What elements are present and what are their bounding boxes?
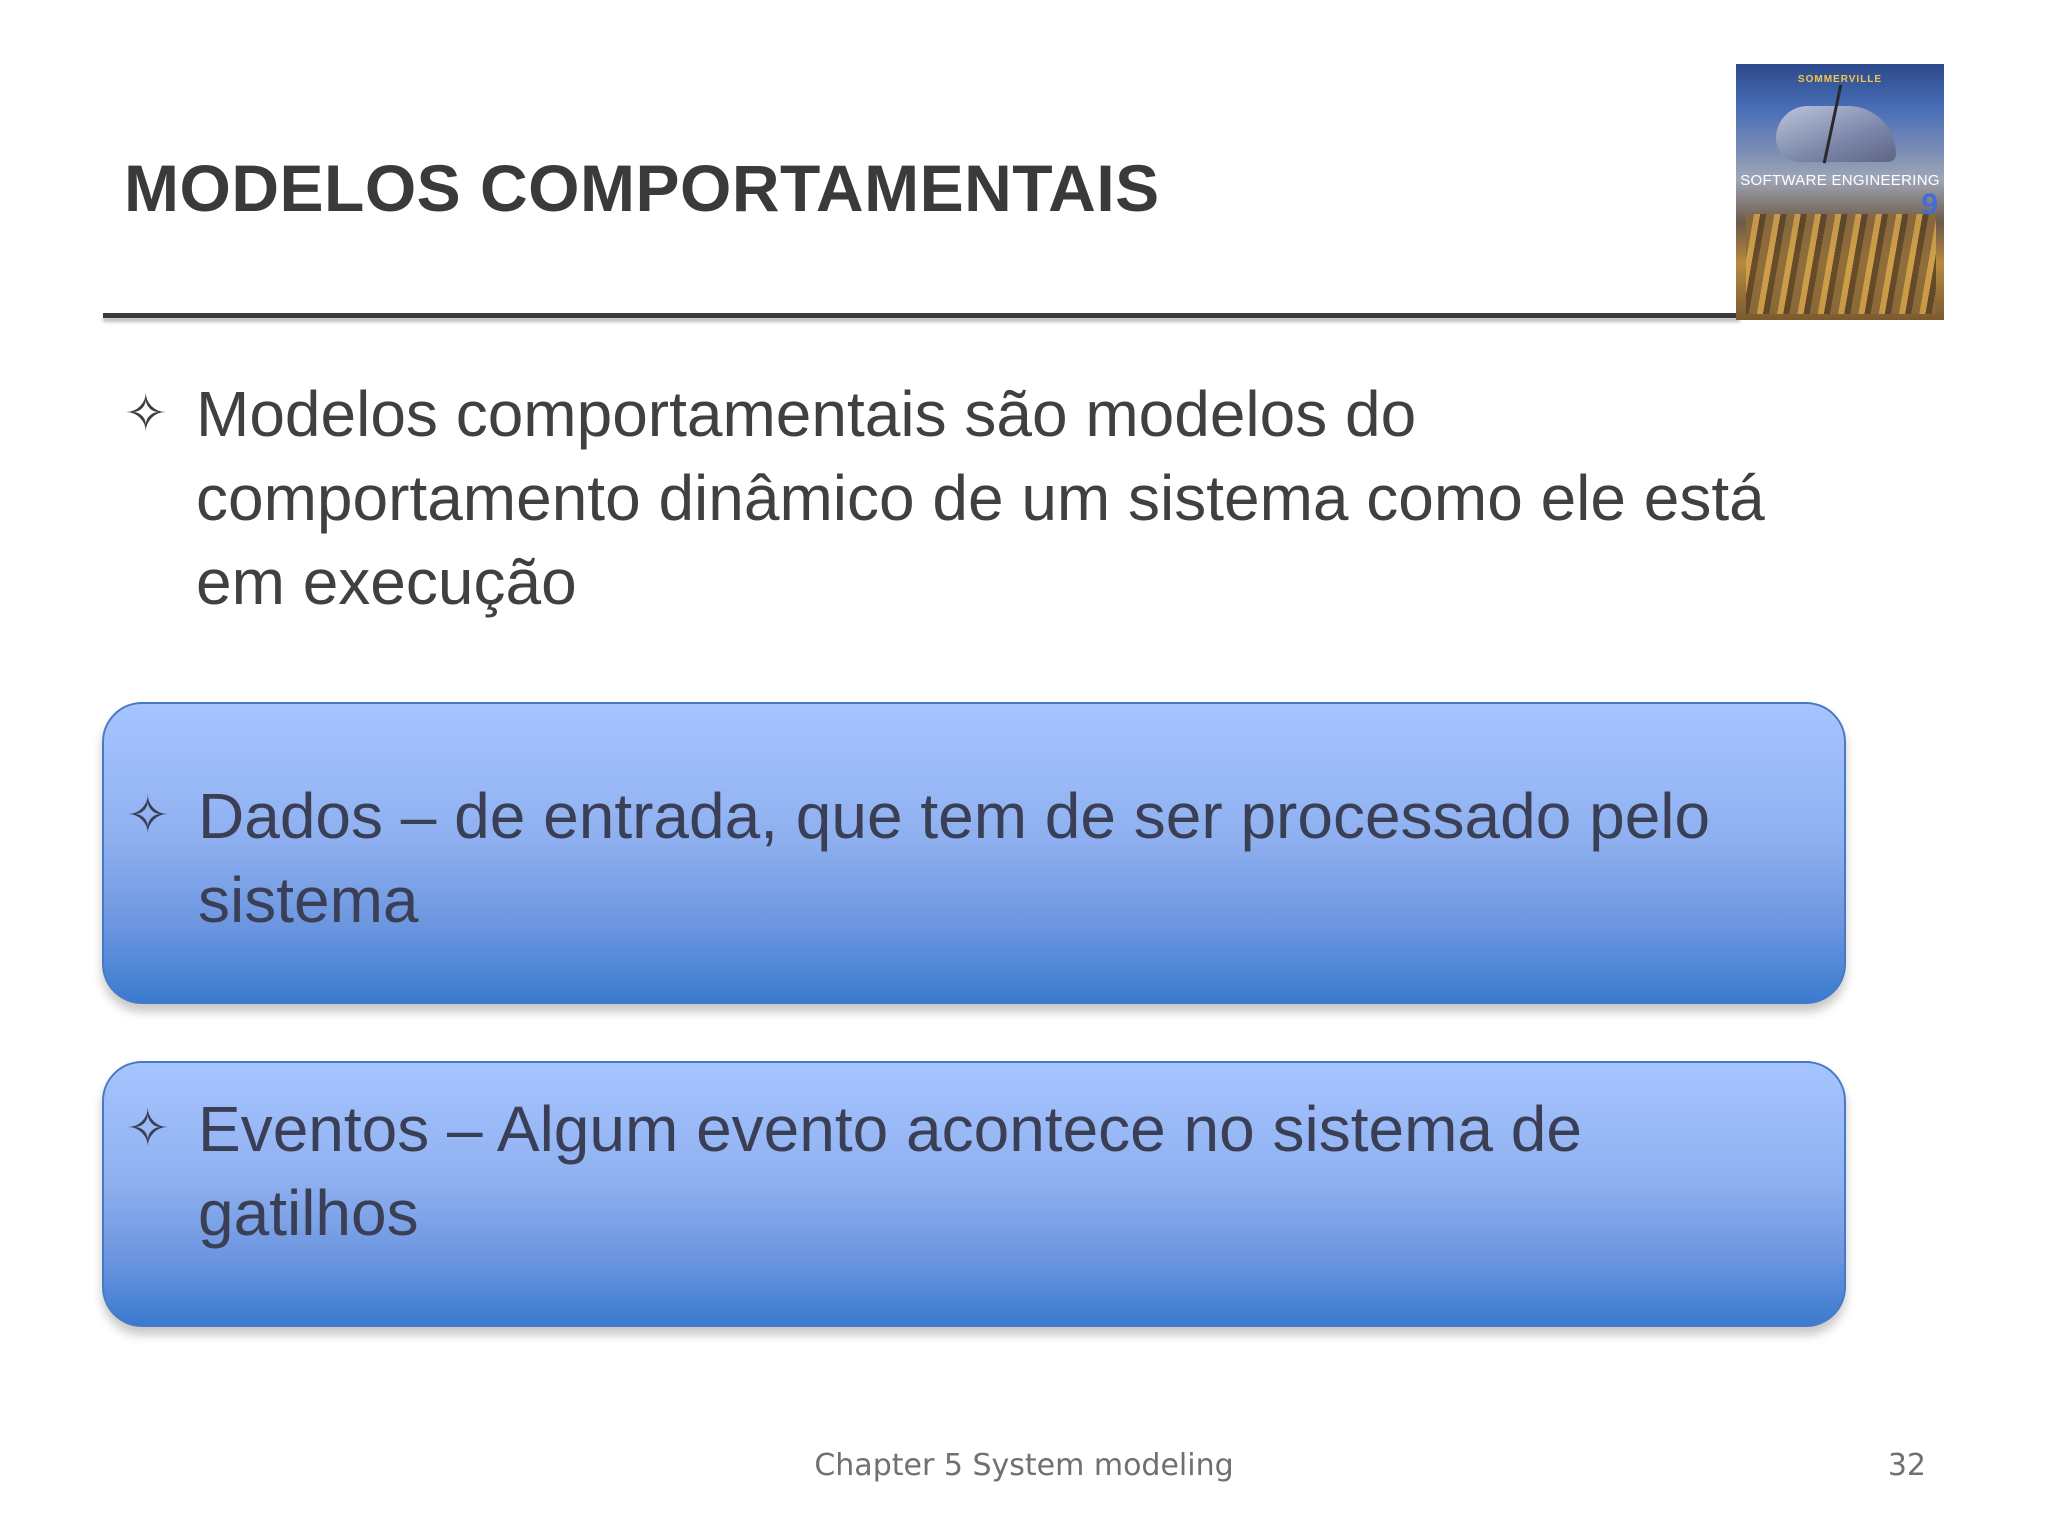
bullet-star-icon: ✧ (126, 786, 170, 846)
title-divider (103, 313, 1740, 318)
intro-bullet (124, 372, 1765, 624)
footer-page-number: 32 (1887, 1448, 1926, 1483)
events-bullet (126, 1087, 1582, 1255)
events-line-1: Eventos – Algum evento acontece no sistema de (198, 1093, 1582, 1165)
bullet-star-icon: ✧ (126, 1099, 170, 1159)
cover-scaffold-shape (1746, 214, 1936, 314)
events-text (198, 1087, 1582, 1255)
bullet-star-icon: ✧ (124, 384, 168, 444)
intro-text (196, 372, 1765, 624)
cover-edition: 9 (1921, 188, 1938, 221)
data-input-bullet (126, 774, 1710, 942)
data-input-line-2: sistema (198, 864, 419, 936)
cover-author: SOMMERVILLE (1797, 74, 1883, 85)
events-box (102, 1061, 1846, 1327)
footer-chapter: Chapter 5 System modeling (814, 1448, 1234, 1483)
slide-title: MODELOS COMPORTAMENTAIS (124, 151, 1160, 225)
data-input-box (102, 702, 1846, 1004)
events-line-2: gatilhos (198, 1177, 419, 1249)
cover-title: SOFTWARE ENGINEERING (1740, 172, 1940, 189)
intro-line-3: em execução (196, 546, 577, 618)
intro-line-2: comportamento dinâmico de um sistema como ele está (196, 462, 1765, 534)
intro-line-1: Modelos comportamentais são modelos do (196, 378, 1417, 450)
data-input-text (198, 774, 1710, 942)
book-cover-image (1736, 64, 1944, 320)
data-input-line-1: Dados – de entrada, que tem de ser processado pelo (198, 780, 1711, 852)
